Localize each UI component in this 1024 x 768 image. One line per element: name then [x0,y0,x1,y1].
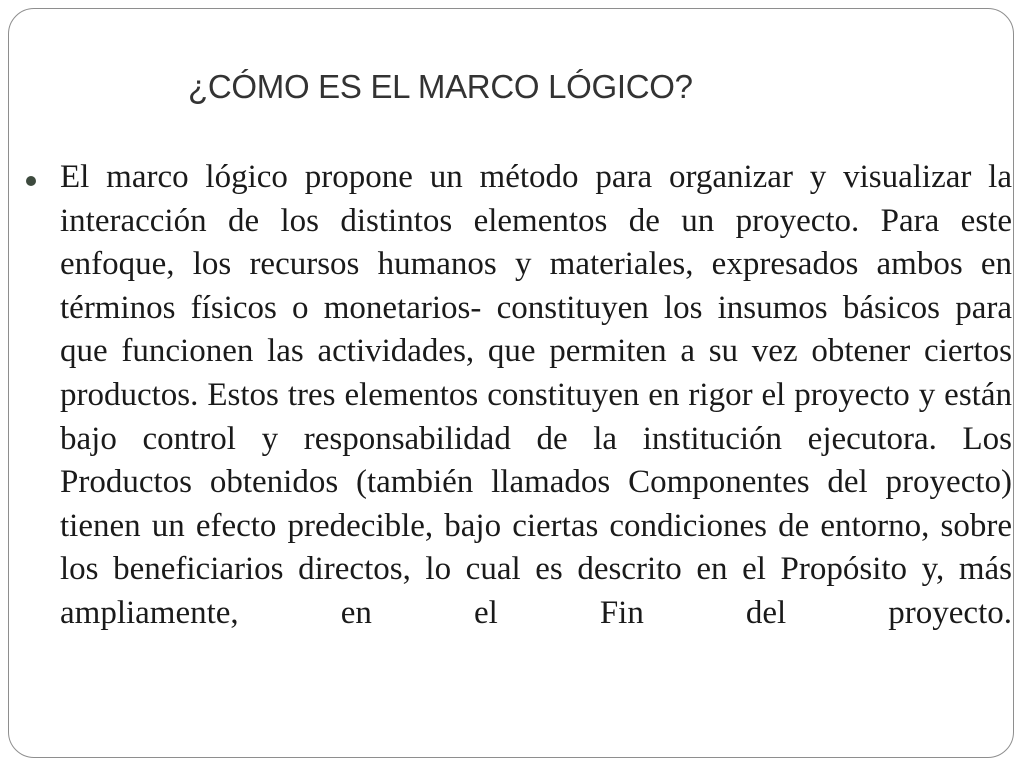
slide-title: ¿CÓMO ES EL MARCO LÓGICO? [188,68,693,105]
body-paragraph: El marco lógico propone un método para organizar y visualizar la interacción de los distintos elementos de un proyecto. Para este enfoque, los recursos humanos y materiales, expresados ambos en términos físicos o monetarios- constituyen los insumos básicos para que funcionen las actividades, que permiten a su vez obtener ciertos productos. Estos tres elementos constituyen en rigor el proyecto y están bajo control y responsabilidad de la institución ejecutora. Los Productos obtenidos (también llamados Componentes del proyecto) tienen un efecto predecible, bajo ciertas condiciones de entorno, sobre los beneficiarios directos, lo cual es descrito en el Propósito y, más ampliamente, en el Fin del proyecto. [60,159,1012,631]
bullet-icon [26,176,36,186]
